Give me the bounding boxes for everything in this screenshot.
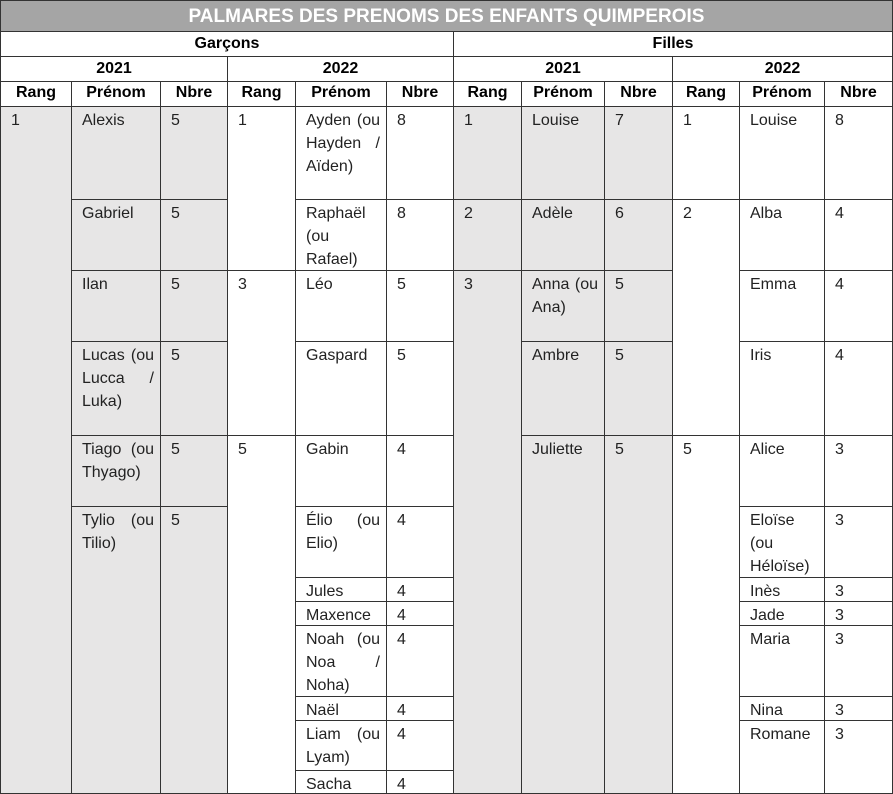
prenom-cell: Louise	[521, 106, 605, 200]
table-title: PALMARES DES PRENOMS DES ENFANTS QUIMPEROIS	[0, 0, 893, 32]
nbre-cell: 5	[386, 270, 454, 342]
rank-cell: 2	[453, 199, 522, 271]
prenom-cell: Louise	[739, 106, 825, 200]
prenom-cell: Léo	[295, 270, 387, 342]
nbre-cell: 8	[386, 106, 454, 200]
rank-cell: 1	[0, 106, 72, 794]
rank-cell: 1	[672, 106, 740, 200]
nbre-cell: 5	[160, 106, 228, 200]
prenom-cell: Nina	[739, 696, 825, 721]
nbre-cell: 3	[824, 577, 893, 602]
column-header: Nbre	[824, 81, 893, 107]
rank-cell: 2	[672, 199, 740, 436]
nbre-cell: 6	[604, 199, 673, 271]
nbre-cell: 8	[386, 199, 454, 271]
prenom-cell: Inès	[739, 577, 825, 602]
rank-cell: 5	[672, 435, 740, 794]
rank-cell: 1	[453, 106, 522, 200]
nbre-cell: 3	[824, 696, 893, 721]
group-header-filles: Filles	[453, 31, 893, 57]
prenom-cell: Tylio (ou Tilio)	[71, 506, 161, 794]
nbre-cell: 4	[824, 341, 893, 436]
prenom-cell: Romane	[739, 720, 825, 794]
prenom-cell: Alexis	[71, 106, 161, 200]
prenom-cell: Maxence	[295, 601, 387, 626]
nbre-cell: 3	[824, 601, 893, 626]
year-header: 2021	[453, 56, 673, 82]
nbre-cell: 3	[824, 435, 893, 507]
nbre-cell: 5	[160, 435, 228, 507]
prenom-cell: Emma	[739, 270, 825, 342]
prenom-cell: Sacha	[295, 770, 387, 794]
year-header: 2021	[0, 56, 228, 82]
nbre-cell: 4	[386, 435, 454, 507]
prenom-cell: Ambre	[521, 341, 605, 436]
nbre-cell: 5	[160, 506, 228, 794]
prenom-cell: Adèle	[521, 199, 605, 271]
prenom-cell: Élio (ou Elio)	[295, 506, 387, 578]
prenom-cell: Ilan	[71, 270, 161, 342]
prenom-cell: Alice	[739, 435, 825, 507]
nbre-cell: 5	[160, 199, 228, 271]
nbre-cell: 4	[386, 625, 454, 697]
year-header: 2022	[227, 56, 454, 82]
prenom-cell: Tiago (ou Thyago)	[71, 435, 161, 507]
column-header: Nbre	[386, 81, 454, 107]
prenom-cell: Anna (ou Ana)	[521, 270, 605, 342]
prenom-cell: Eloïse (ou Héloïse)	[739, 506, 825, 578]
nbre-cell: 5	[604, 341, 673, 436]
column-header: Rang	[453, 81, 522, 107]
rank-cell: 3	[227, 270, 296, 436]
column-header: Rang	[672, 81, 740, 107]
prenom-cell: Jules	[295, 577, 387, 602]
prenom-cell: Liam (ou Lyam)	[295, 720, 387, 771]
prenom-cell: Naël	[295, 696, 387, 721]
prenom-cell: Noah (ou Noa / Noha)	[295, 625, 387, 697]
prenom-cell: Gabriel	[71, 199, 161, 271]
column-header: Prénom	[521, 81, 605, 107]
nbre-cell: 4	[386, 601, 454, 626]
prenom-cell: Jade	[739, 601, 825, 626]
nbre-cell: 5	[604, 435, 673, 794]
prenom-cell: Ayden (ou Hayden / Aïden)	[295, 106, 387, 200]
column-header: Prénom	[739, 81, 825, 107]
column-header: Prénom	[71, 81, 161, 107]
rank-cell: 5	[227, 435, 296, 794]
nbre-cell: 4	[386, 696, 454, 721]
column-header: Nbre	[604, 81, 673, 107]
nbre-cell: 5	[604, 270, 673, 342]
rank-cell: 1	[227, 106, 296, 271]
column-header: Prénom	[295, 81, 387, 107]
prenom-cell: Gaspard	[295, 341, 387, 436]
column-header: Rang	[0, 81, 72, 107]
nbre-cell: 5	[386, 341, 454, 436]
nbre-cell: 8	[824, 106, 893, 200]
prenom-cell: Iris	[739, 341, 825, 436]
nbre-cell: 4	[824, 199, 893, 271]
rank-cell: 3	[453, 270, 522, 794]
nbre-cell: 4	[386, 506, 454, 578]
nbre-cell: 7	[604, 106, 673, 200]
prenom-cell: Gabin	[295, 435, 387, 507]
prenom-cell: Alba	[739, 199, 825, 271]
nbre-cell: 4	[386, 720, 454, 771]
nbre-cell: 5	[160, 341, 228, 436]
nbre-cell: 5	[160, 270, 228, 342]
nbre-cell: 3	[824, 506, 893, 578]
nbre-cell: 4	[386, 577, 454, 602]
nbre-cell: 4	[824, 270, 893, 342]
prenom-cell: Lucas (ou Lucca / Luka)	[71, 341, 161, 436]
column-header: Rang	[227, 81, 296, 107]
nbre-cell: 3	[824, 625, 893, 697]
nbre-cell: 4	[386, 770, 454, 794]
group-header-garcons: Garçons	[0, 31, 454, 57]
year-header: 2022	[672, 56, 893, 82]
prenom-cell: Raphaël (ou Rafael)	[295, 199, 387, 271]
column-header: Nbre	[160, 81, 228, 107]
prenom-cell: Juliette	[521, 435, 605, 794]
nbre-cell: 3	[824, 720, 893, 794]
prenom-cell: Maria	[739, 625, 825, 697]
